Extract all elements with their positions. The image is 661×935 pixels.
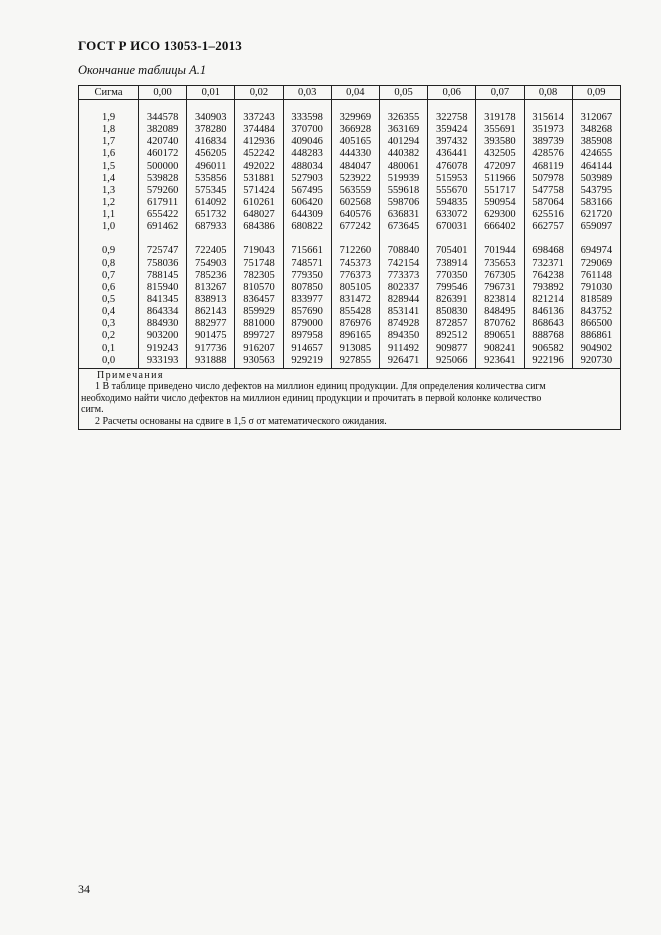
value-cell: 712260 — [331, 245, 379, 257]
table-row — [79, 136, 621, 148]
sigma-cell: 0,7 — [79, 270, 139, 282]
value-cell: 535856 — [187, 173, 235, 185]
value-cell: 617911 — [139, 197, 187, 209]
table-row — [79, 209, 621, 221]
value-cell: 761148 — [572, 270, 620, 282]
table-row — [79, 306, 621, 318]
value-cell: 444330 — [331, 148, 379, 160]
table-row — [79, 270, 621, 282]
table-row — [79, 148, 621, 160]
value-cell: 405165 — [331, 136, 379, 148]
document-header: ГОСТ Р ИСО 13053-1–2013 — [78, 38, 243, 53]
value-cell: 412936 — [235, 136, 283, 148]
value-cell: 397432 — [428, 136, 476, 148]
value-cell: 523922 — [331, 173, 379, 185]
value-cell: 598706 — [379, 197, 427, 209]
value-cell: 785236 — [187, 270, 235, 282]
table-row — [79, 343, 621, 355]
value-cell: 460172 — [139, 148, 187, 160]
value-cell: 909877 — [428, 343, 476, 355]
value-cell: 567495 — [283, 185, 331, 197]
defects-table — [78, 85, 621, 369]
sigma-cell: 1,7 — [79, 136, 139, 148]
value-cell: 874928 — [379, 318, 427, 330]
value-cell: 636831 — [379, 209, 427, 221]
note-line: сигм. — [81, 404, 104, 416]
value-cell: 659097 — [572, 221, 620, 233]
table-body — [79, 100, 621, 369]
value-cell: 796731 — [476, 282, 524, 294]
value-cell: 773373 — [379, 270, 427, 282]
value-cell: 468119 — [524, 161, 572, 173]
value-cell: 503989 — [572, 173, 620, 185]
column-header-sigma: Сигма — [79, 86, 139, 100]
value-cell: 799546 — [428, 282, 476, 294]
note-line: 1 В таблице приведено число дефектов на миллион единиц продукции. Для определения количества сигм — [95, 381, 546, 393]
value-cell: 931888 — [187, 355, 235, 369]
value-cell: 826391 — [428, 294, 476, 306]
value-cell: 666402 — [476, 221, 524, 233]
value-cell: 738914 — [428, 258, 476, 270]
table-row — [79, 330, 621, 342]
sigma-cell: 1,1 — [79, 209, 139, 221]
value-cell: 539828 — [139, 173, 187, 185]
table-row — [79, 258, 621, 270]
value-cell: 610261 — [235, 197, 283, 209]
value-cell: 850830 — [428, 306, 476, 318]
table-row — [79, 185, 621, 197]
value-cell: 933193 — [139, 355, 187, 369]
value-cell: 315614 — [524, 112, 572, 124]
table-row — [79, 112, 621, 124]
column-header: 0,01 — [187, 86, 235, 100]
value-cell: 370700 — [283, 124, 331, 136]
value-cell: 732371 — [524, 258, 572, 270]
value-cell: 782305 — [235, 270, 283, 282]
value-cell: 884930 — [139, 318, 187, 330]
value-cell: 543795 — [572, 185, 620, 197]
value-cell: 919243 — [139, 343, 187, 355]
value-cell: 828944 — [379, 294, 427, 306]
column-header: 0,02 — [235, 86, 283, 100]
value-cell: 892512 — [428, 330, 476, 342]
spacer-row — [79, 233, 621, 245]
value-cell: 754903 — [187, 258, 235, 270]
value-cell: 527903 — [283, 173, 331, 185]
value-cell: 436441 — [428, 148, 476, 160]
sigma-cell: 1,4 — [79, 173, 139, 185]
value-cell: 640576 — [331, 209, 379, 221]
value-cell: 673645 — [379, 221, 427, 233]
value-cell: 579260 — [139, 185, 187, 197]
value-cell: 841345 — [139, 294, 187, 306]
value-cell: 857690 — [283, 306, 331, 318]
table-row — [79, 197, 621, 209]
value-cell: 838913 — [187, 294, 235, 306]
value-cell: 648027 — [235, 209, 283, 221]
value-cell: 764238 — [524, 270, 572, 282]
value-cell: 329969 — [331, 112, 379, 124]
value-cell: 621720 — [572, 209, 620, 221]
value-cell: 926471 — [379, 355, 427, 369]
header-row — [79, 86, 621, 100]
value-cell: 484047 — [331, 161, 379, 173]
sigma-cell: 0,1 — [79, 343, 139, 355]
sigma-cell: 0,0 — [79, 355, 139, 369]
table-row — [79, 245, 621, 257]
value-cell: 312067 — [572, 112, 620, 124]
value-cell: 344578 — [139, 112, 187, 124]
value-cell: 559618 — [379, 185, 427, 197]
sigma-cell: 1,0 — [79, 221, 139, 233]
value-cell: 385908 — [572, 136, 620, 148]
value-cell: 715661 — [283, 245, 331, 257]
sigma-cell: 0,3 — [79, 318, 139, 330]
sigma-cell: 1,9 — [79, 112, 139, 124]
value-cell: 818589 — [572, 294, 620, 306]
table-caption: Окончание таблицы А.1 — [78, 63, 207, 77]
sigma-cell: 0,2 — [79, 330, 139, 342]
value-cell: 890651 — [476, 330, 524, 342]
column-header: 0,08 — [524, 86, 572, 100]
value-cell: 694974 — [572, 245, 620, 257]
column-header: 0,00 — [139, 86, 187, 100]
note-line: необходимо найти число дефектов на миллион единиц продукции и прочитать в первой колонке количество — [81, 392, 542, 404]
value-cell: 882977 — [187, 318, 235, 330]
value-cell: 897958 — [283, 330, 331, 342]
value-cell: 913085 — [331, 343, 379, 355]
value-cell: 767305 — [476, 270, 524, 282]
value-cell: 625516 — [524, 209, 572, 221]
value-cell: 420740 — [139, 136, 187, 148]
value-cell: 594835 — [428, 197, 476, 209]
value-cell: 348268 — [572, 124, 620, 136]
spacer-row — [79, 100, 621, 113]
value-cell: 888768 — [524, 330, 572, 342]
value-cell: 855428 — [331, 306, 379, 318]
value-cell: 917736 — [187, 343, 235, 355]
value-cell: 899727 — [235, 330, 283, 342]
value-cell: 813267 — [187, 282, 235, 294]
value-cell: 864334 — [139, 306, 187, 318]
value-cell: 722405 — [187, 245, 235, 257]
table-row — [79, 318, 621, 330]
value-cell: 401294 — [379, 136, 427, 148]
value-cell: 363169 — [379, 124, 427, 136]
value-cell: 925066 — [428, 355, 476, 369]
value-cell: 359424 — [428, 124, 476, 136]
value-cell: 901475 — [187, 330, 235, 342]
value-cell: 662757 — [524, 221, 572, 233]
value-cell: 886861 — [572, 330, 620, 342]
value-cell: 705401 — [428, 245, 476, 257]
value-cell: 680822 — [283, 221, 331, 233]
value-cell: 547758 — [524, 185, 572, 197]
column-header: 0,03 — [283, 86, 331, 100]
value-cell: 440382 — [379, 148, 427, 160]
value-cell: 563559 — [331, 185, 379, 197]
value-cell: 908241 — [476, 343, 524, 355]
table-container — [78, 85, 621, 430]
value-cell: 725747 — [139, 245, 187, 257]
notes-block — [78, 369, 621, 431]
value-cell: 823814 — [476, 294, 524, 306]
column-header: 0,09 — [572, 86, 620, 100]
value-cell: 551717 — [476, 185, 524, 197]
value-cell: 698468 — [524, 245, 572, 257]
value-cell: 859929 — [235, 306, 283, 318]
value-cell: 670031 — [428, 221, 476, 233]
table-row — [79, 161, 621, 173]
value-cell: 655422 — [139, 209, 187, 221]
value-cell: 333598 — [283, 112, 331, 124]
sigma-cell: 1,2 — [79, 197, 139, 209]
value-cell: 355691 — [476, 124, 524, 136]
value-cell: 805105 — [331, 282, 379, 294]
value-cell: 464144 — [572, 161, 620, 173]
value-cell: 424655 — [572, 148, 620, 160]
value-cell: 879000 — [283, 318, 331, 330]
value-cell: 745373 — [331, 258, 379, 270]
value-cell: 922196 — [524, 355, 572, 369]
value-cell: 428576 — [524, 148, 572, 160]
value-cell: 606420 — [283, 197, 331, 209]
value-cell: 779350 — [283, 270, 331, 282]
value-cell: 906582 — [524, 343, 572, 355]
value-cell: 870762 — [476, 318, 524, 330]
value-cell: 930563 — [235, 355, 283, 369]
value-cell: 531881 — [235, 173, 283, 185]
value-cell: 833977 — [283, 294, 331, 306]
value-cell: 644309 — [283, 209, 331, 221]
value-cell: 876976 — [331, 318, 379, 330]
page-number: 34 — [78, 882, 90, 896]
value-cell: 719043 — [235, 245, 283, 257]
value-cell: 848495 — [476, 306, 524, 318]
value-cell: 701944 — [476, 245, 524, 257]
column-header: 0,04 — [331, 86, 379, 100]
note-line: 2 Расчеты основаны на сдвиге в 1,5 σ от математического ожидания. — [95, 415, 387, 427]
value-cell: 492022 — [235, 161, 283, 173]
sigma-cell: 0,5 — [79, 294, 139, 306]
value-cell: 322758 — [428, 112, 476, 124]
sigma-cell: 1,5 — [79, 161, 139, 173]
value-cell: 326355 — [379, 112, 427, 124]
value-cell: 843752 — [572, 306, 620, 318]
value-cell: 916207 — [235, 343, 283, 355]
value-cell: 758036 — [139, 258, 187, 270]
table-row — [79, 355, 621, 369]
table-row — [79, 221, 621, 233]
value-cell: 751748 — [235, 258, 283, 270]
value-cell: 894350 — [379, 330, 427, 342]
value-cell: 748571 — [283, 258, 331, 270]
value-cell: 927855 — [331, 355, 379, 369]
value-cell: 583166 — [572, 197, 620, 209]
value-cell: 903200 — [139, 330, 187, 342]
value-cell: 416834 — [187, 136, 235, 148]
value-cell: 684386 — [235, 221, 283, 233]
value-cell: 831472 — [331, 294, 379, 306]
value-cell: 651732 — [187, 209, 235, 221]
value-cell: 802337 — [379, 282, 427, 294]
sigma-cell: 0,9 — [79, 245, 139, 257]
table-head — [79, 86, 621, 100]
value-cell: 735653 — [476, 258, 524, 270]
value-cell: 366928 — [331, 124, 379, 136]
value-cell: 448283 — [283, 148, 331, 160]
sigma-cell: 0,6 — [79, 282, 139, 294]
value-cell: 571424 — [235, 185, 283, 197]
value-cell: 691462 — [139, 221, 187, 233]
notes-title: Примечания — [97, 369, 164, 381]
value-cell: 575345 — [187, 185, 235, 197]
value-cell: 488034 — [283, 161, 331, 173]
value-cell: 519939 — [379, 173, 427, 185]
value-cell: 914657 — [283, 343, 331, 355]
value-cell: 515953 — [428, 173, 476, 185]
value-cell: 389739 — [524, 136, 572, 148]
value-cell: 496011 — [187, 161, 235, 173]
value-cell: 776373 — [331, 270, 379, 282]
value-cell: 351973 — [524, 124, 572, 136]
value-cell: 791030 — [572, 282, 620, 294]
value-cell: 770350 — [428, 270, 476, 282]
value-cell: 590954 — [476, 197, 524, 209]
value-cell: 729069 — [572, 258, 620, 270]
value-cell: 677242 — [331, 221, 379, 233]
value-cell: 507978 — [524, 173, 572, 185]
value-cell: 866500 — [572, 318, 620, 330]
sigma-cell: 1,6 — [79, 148, 139, 160]
value-cell: 319178 — [476, 112, 524, 124]
value-cell: 881000 — [235, 318, 283, 330]
value-cell: 853141 — [379, 306, 427, 318]
value-cell: 872857 — [428, 318, 476, 330]
value-cell: 836457 — [235, 294, 283, 306]
value-cell: 393580 — [476, 136, 524, 148]
value-cell: 409046 — [283, 136, 331, 148]
value-cell: 500000 — [139, 161, 187, 173]
column-header: 0,05 — [379, 86, 427, 100]
value-cell: 476078 — [428, 161, 476, 173]
value-cell: 340903 — [187, 112, 235, 124]
value-cell: 807850 — [283, 282, 331, 294]
value-cell: 868643 — [524, 318, 572, 330]
value-cell: 810570 — [235, 282, 283, 294]
value-cell: 472097 — [476, 161, 524, 173]
table-row — [79, 173, 621, 185]
value-cell: 821214 — [524, 294, 572, 306]
column-header: 0,07 — [476, 86, 524, 100]
value-cell: 923641 — [476, 355, 524, 369]
column-header: 0,06 — [428, 86, 476, 100]
value-cell: 555670 — [428, 185, 476, 197]
value-cell: 452242 — [235, 148, 283, 160]
value-cell: 742154 — [379, 258, 427, 270]
table-row — [79, 282, 621, 294]
value-cell: 793892 — [524, 282, 572, 294]
value-cell: 815940 — [139, 282, 187, 294]
value-cell: 911492 — [379, 343, 427, 355]
sigma-cell: 1,8 — [79, 124, 139, 136]
value-cell: 378280 — [187, 124, 235, 136]
value-cell: 788145 — [139, 270, 187, 282]
value-cell: 511966 — [476, 173, 524, 185]
value-cell: 480061 — [379, 161, 427, 173]
table-row — [79, 294, 621, 306]
value-cell: 687933 — [187, 221, 235, 233]
value-cell: 587064 — [524, 197, 572, 209]
value-cell: 629300 — [476, 209, 524, 221]
sigma-cell: 1,3 — [79, 185, 139, 197]
value-cell: 633072 — [428, 209, 476, 221]
sigma-cell: 0,8 — [79, 258, 139, 270]
value-cell: 602568 — [331, 197, 379, 209]
value-cell: 456205 — [187, 148, 235, 160]
value-cell: 920730 — [572, 355, 620, 369]
value-cell: 374484 — [235, 124, 283, 136]
value-cell: 337243 — [235, 112, 283, 124]
sigma-cell: 0,4 — [79, 306, 139, 318]
table-row — [79, 124, 621, 136]
value-cell: 904902 — [572, 343, 620, 355]
value-cell: 432505 — [476, 148, 524, 160]
value-cell: 862143 — [187, 306, 235, 318]
value-cell: 846136 — [524, 306, 572, 318]
value-cell: 382089 — [139, 124, 187, 136]
value-cell: 929219 — [283, 355, 331, 369]
value-cell: 708840 — [379, 245, 427, 257]
value-cell: 896165 — [331, 330, 379, 342]
value-cell: 614092 — [187, 197, 235, 209]
